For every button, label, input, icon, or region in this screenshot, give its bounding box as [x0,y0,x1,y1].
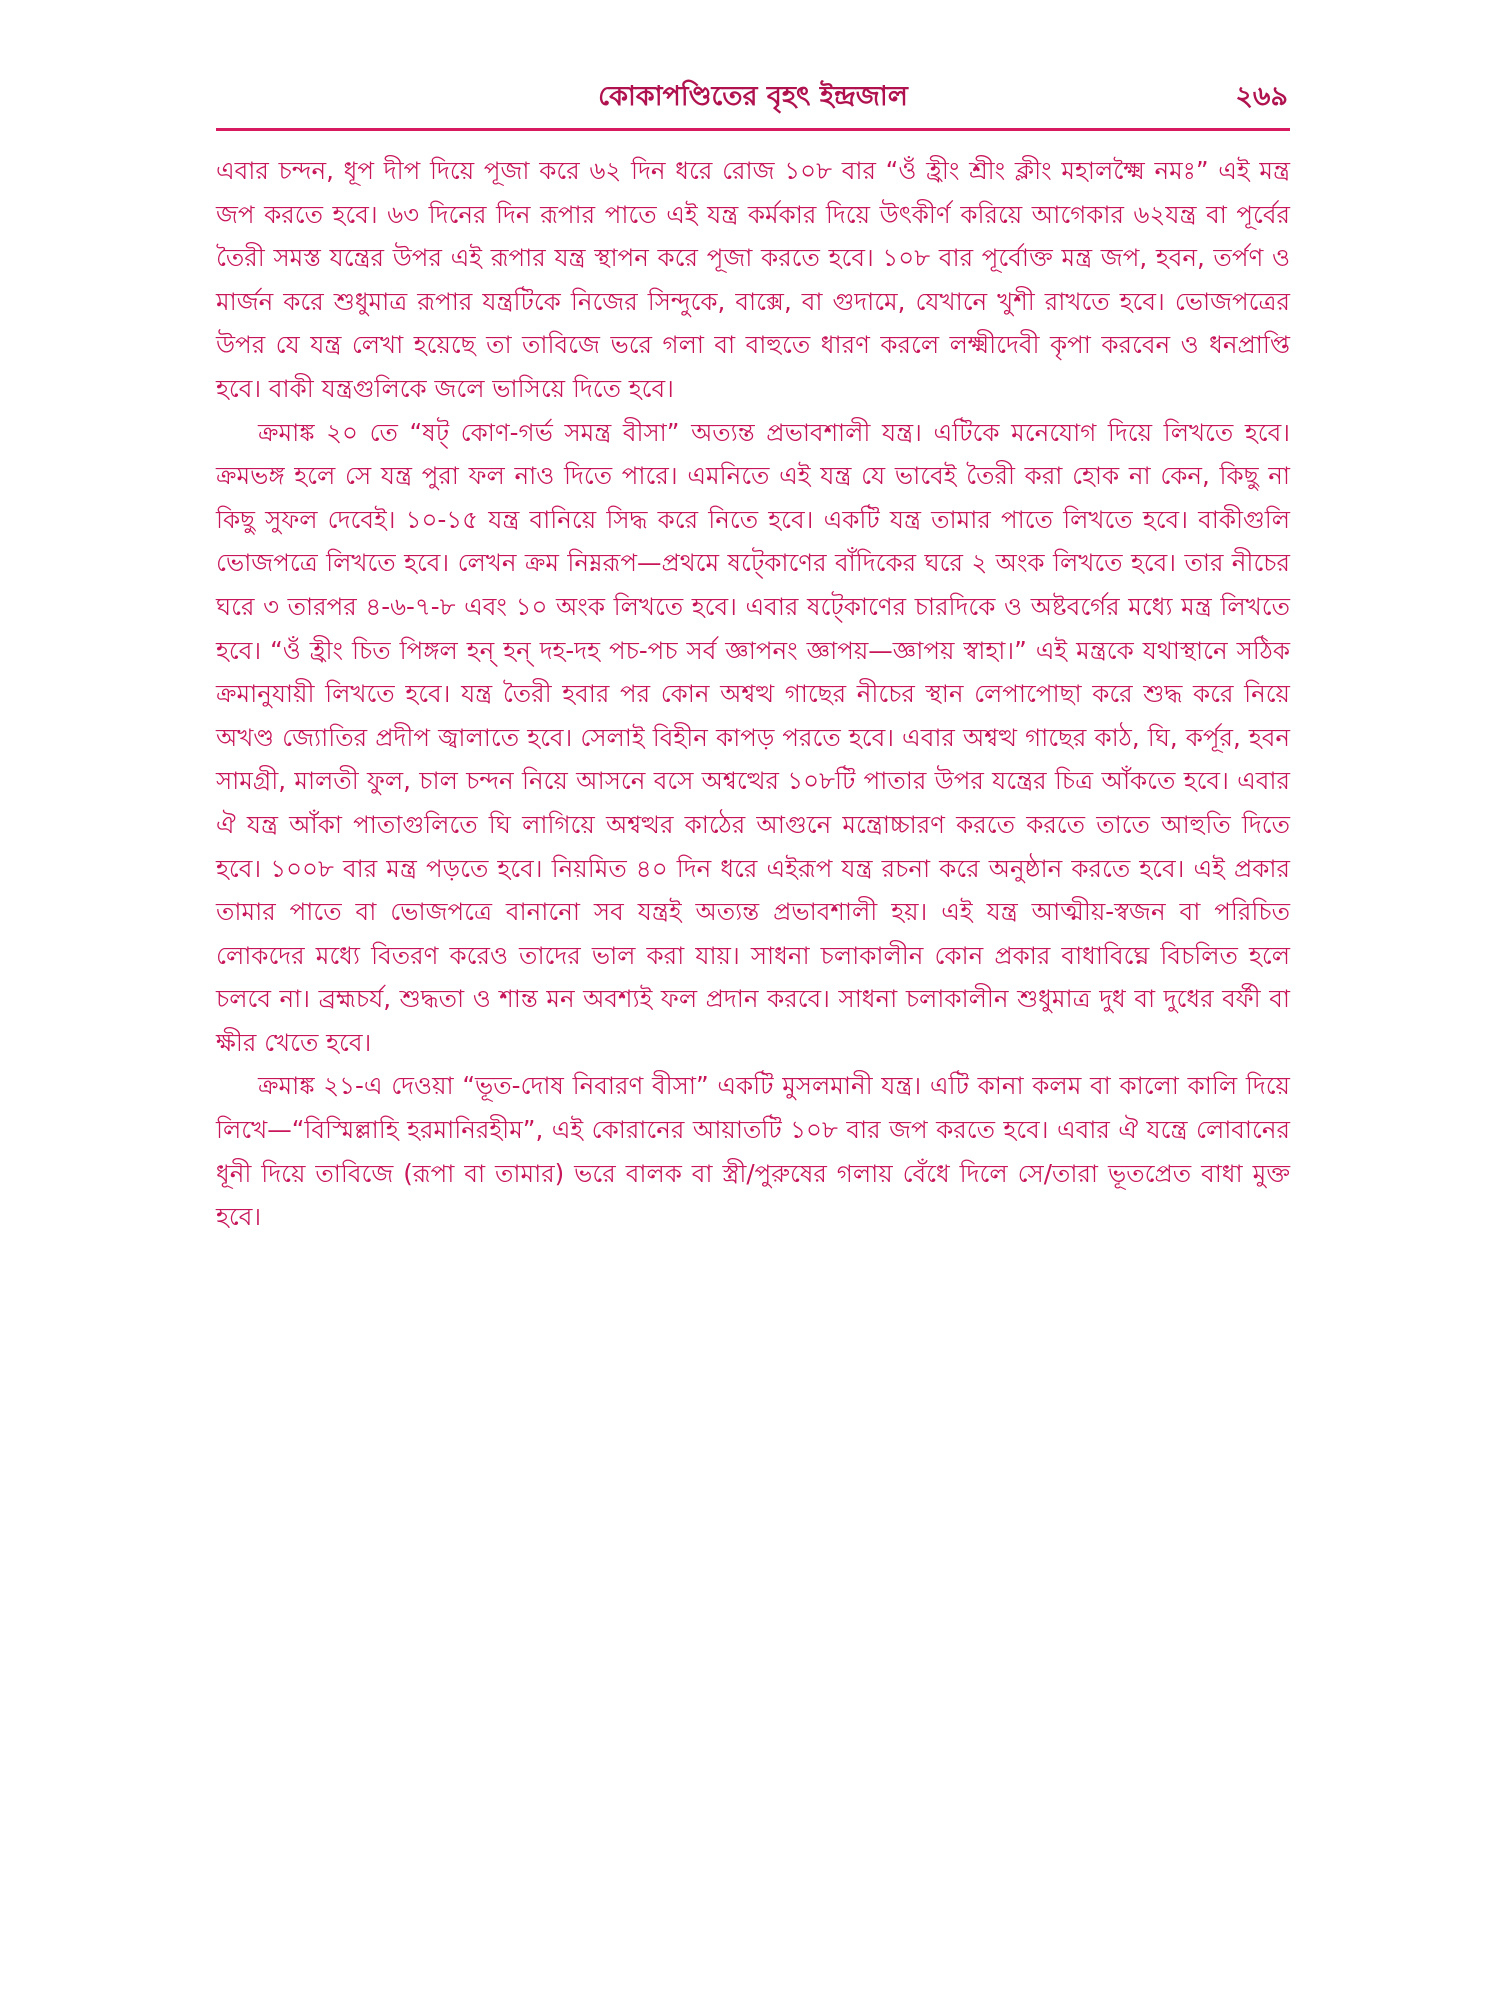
body-text [216,149,1290,1239]
running-title: কোকাপণ্ডিতের বৃহৎ ইন্দ্রজাল [598,81,908,112]
page-number: ২৬৯ [1235,81,1288,112]
paragraph-3: ক্রমাঙ্ক ২১-এ দেওয়া “ভূত-দোষ নিবারণ বীসা” একটি মুসলমানী যন্ত্র। এটি কানা কলম বা কালো কালি দিয়ে লিখে—“বিস্মিল্লাহি হরমানিরহীম”, এই কোরানের আয়াতটি ১০৮ বার জপ করতে হবে। এবার ঐ যন্ত্রে লোবানের ধূনী দিয়ে তাবিজে (রূপা বা তামার) ভরে বালক বা স্ত্রী/পুরুষের গলায় বেঁধে দিলে সে/তারা ভূতপ্রেত বাধা মুক্ত হবে। [216,1071,1290,1232]
paragraph-2: ক্রমাঙ্ক ২০ তে “ষট্ কোণ-গর্ভ সমন্ত্র বীসা” অত্যন্ত প্রভাবশালী যন্ত্র। এটিকে মনেযোগ দিয়ে লিখতে হবে। ক্রমভঙ্গ হলে সে যন্ত্র পুরা ফল নাও দিতে পারে। এমনিতে এই যন্ত্র যে ভাবেই তৈরী করা হোক না কেন, কিছু না কিছু সুফল দেবেই। ১০-১৫ যন্ত্র বানিয়ে সিদ্ধ করে নিতে হবে। একটি যন্ত্র তামার পাতে লিখতে হবে। বাকীগুলি ভোজপত্রে লিখতে হবে। লেখন ক্রম নিম্নরূপ—প্রথমে ষট্কোণের বাঁদিকের ঘরে ২ অংক লিখতে হবে। তার নীচের ঘরে ৩ তারপর ৪-৬-৭-৮ এবং ১০ অংক লিখতে হবে। এবার ষট্কোণের চারদিকে ও অষ্টবর্গের মধ্যে মন্ত্র লিখতে হবে। “ওঁ হ্রীং চিত পিঙ্গল হন্ হন্ দহ-দহ পচ-পচ সর্ব জ্ঞাপনং জ্ঞাপয়—জ্ঞাপয় স্বাহা।” এই মন্ত্রকে যথাস্থানে সঠিক ক্রমানুযায়ী লিখতে হবে। যন্ত্র তৈরী হবার পর কোন অশ্বত্থ গাছের নীচের স্থান লেপাপোছা করে শুদ্ধ করে নিয়ে অখণ্ড জ্যোতির প্রদীপ জ্বালাতে হবে। সেলাই বিহীন কাপড় পরতে হবে। এবার অশ্বত্থ গাছের কাঠ, ঘি, কর্পূর, হবন সামগ্রী, মালতী ফুল, চাল চন্দন নিয়ে আসনে বসে অশ্বত্থের ১০৮টি পাতার উপর যন্ত্রের চিত্র আঁকতে হবে। এবার ঐ যন্ত্র আঁকা পাতাগুলিতে ঘি লাগিয়ে অশ্বত্থর কাঠের আগুনে মন্ত্রোচ্চারণ করতে করতে তাতে আহুতি দিতে হবে। ১০০৮ বার মন্ত্র পড়তে হবে। নিয়মিত ৪০ দিন ধরে এইরূপ যন্ত্র রচনা করে অনুষ্ঠান করতে হবে। এই প্রকার তামার পাতে বা ভোজপত্রে বানানো সব যন্ত্রই অত্যন্ত প্রভাবশালী হয়। এই যন্ত্র আত্মীয়-স্বজন বা পরিচিত লোকদের মধ্যে বিতরণ করেও তাদের ভাল করা যায়। সাধনা চলাকালীন কোন প্রকার বাধাবিঘ্নে বিচলিত হলে চলবে না। ব্রহ্মচর্য, শুদ্ধতা ও শান্ত মন অবশ্যই ফল প্রদান করবে। সাধনা চলাকালীন শুধুমাত্র দুধ বা দুধের বর্ফী বা ক্ষীর খেতে হবে। [216,417,1290,1057]
running-header [216,70,1290,131]
paragraph-1: এবার চন্দন, ধূপ দীপ দিয়ে পূজা করে ৬২ দিন ধরে রোজ ১০৮ বার “ওঁ হ্রীং শ্রীং ক্লীং মহালক্ষ্মৈ নমঃ” এই মন্ত্র জপ করতে হবে। ৬৩ দিনের দিন রূপার পাতে এই যন্ত্র কর্মকার দিয়ে উৎকীর্ণ করিয়ে আগেকার ৬২যন্ত্র বা পূর্বের তৈরী সমস্ত যন্ত্রের উপর এই রূপার যন্ত্র স্থাপন করে পূজা করতে হবে। ১০৮ বার পূর্বোক্ত মন্ত্র জপ, হবন, তর্পণ ও মার্জন করে শুধুমাত্র রূপার যন্ত্রটিকে নিজের সিন্দুকে, বাক্সে, বা গুদামে, যেখানে খুশী রাখতে হবে। ভোজপত্রের উপর যে যন্ত্র লেখা হয়েছে তা তাবিজে ভরে গলা বা বাহুতে ধারণ করলে লক্ষ্মীদেবী কৃপা করবেন ও ধনপ্রাপ্তি হবে। বাকী যন্ত্রগুলিকে জলে ভাসিয়ে দিতে হবে। [216,156,1290,403]
